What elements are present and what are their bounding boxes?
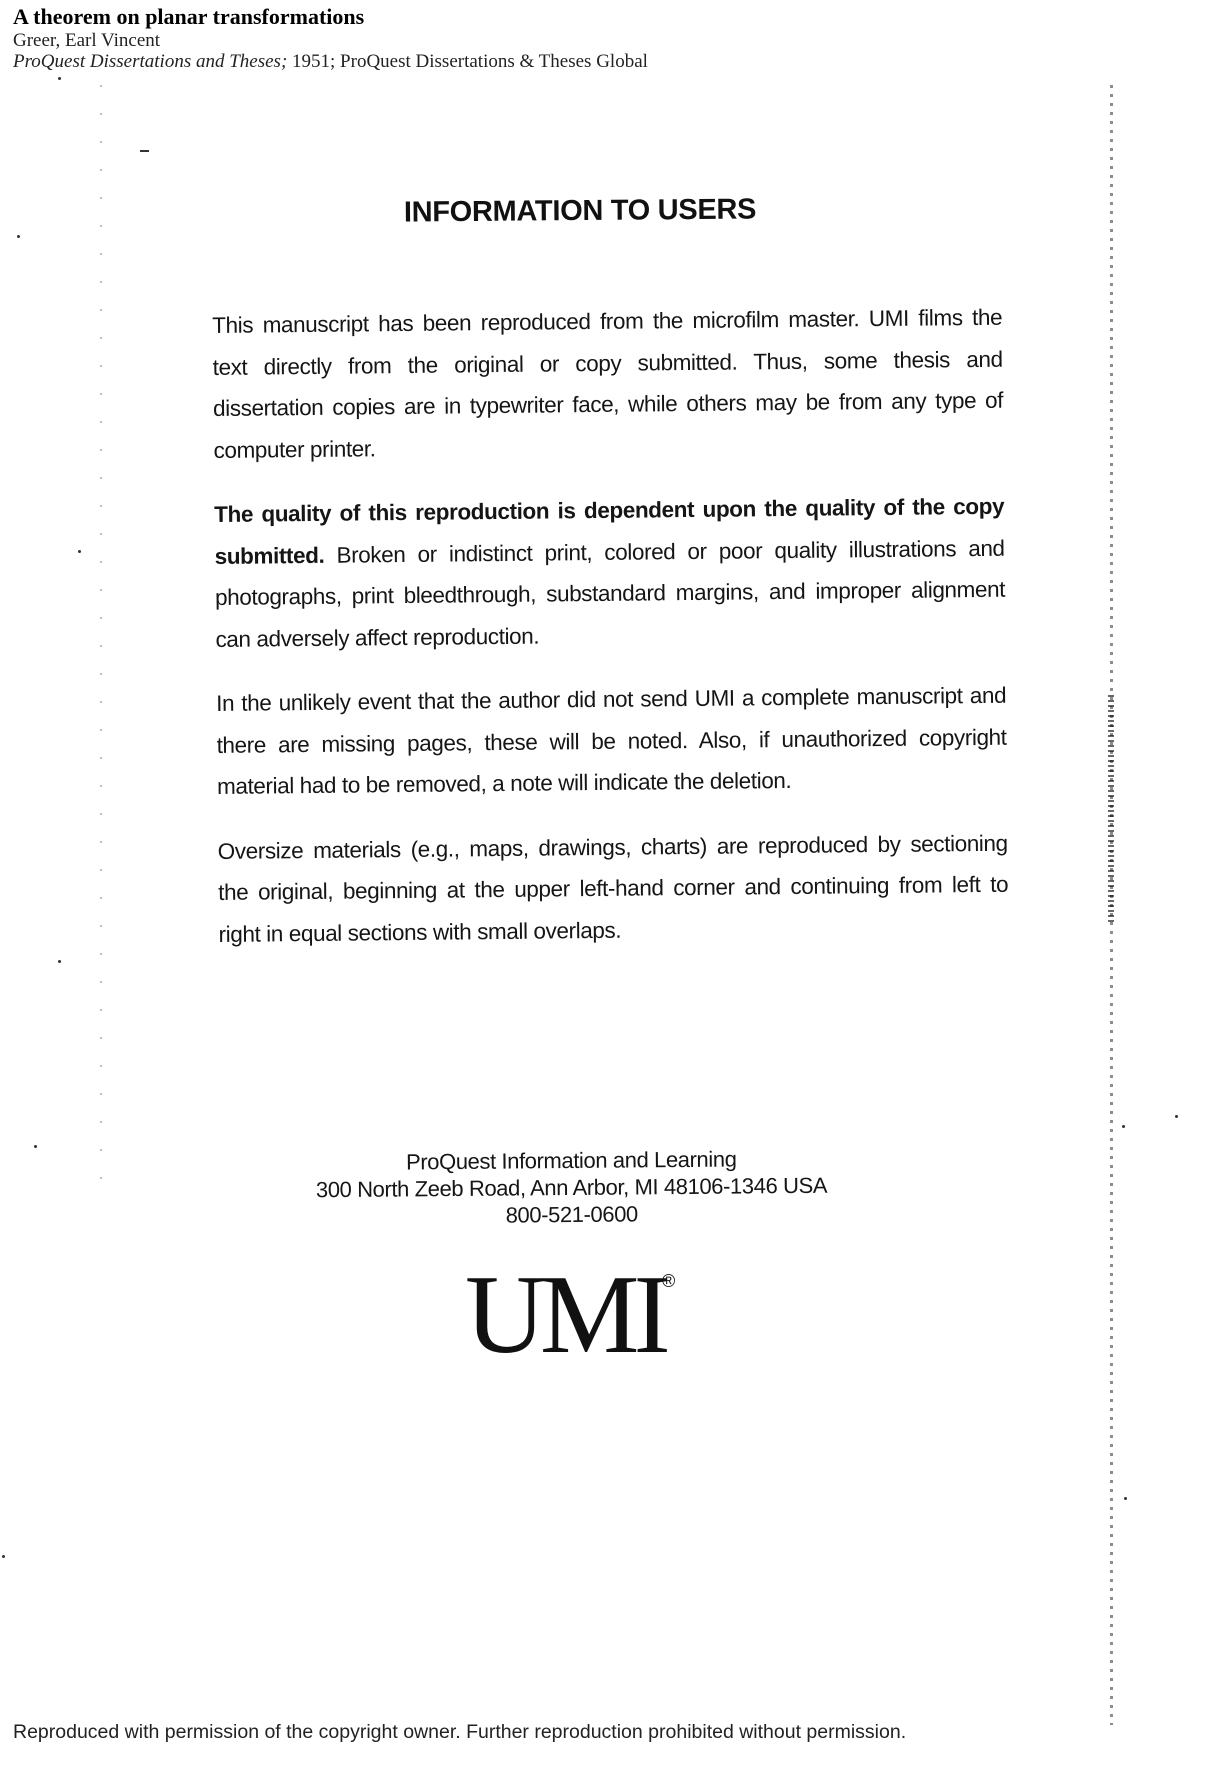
- notice-paragraph: [214, 486, 1006, 660]
- scan-noise-left: [100, 85, 102, 1185]
- notice-paragraph: [216, 675, 1007, 808]
- notice-paragraph: [218, 822, 1009, 955]
- paragraph-text: In the unlikely event that the author did not send UMI a complete manuscript and there are missing pages, these will be noted. Also, if unauthorized copyright material had to be removed, a note will indicate the deletion.: [216, 682, 1007, 799]
- publisher-street: 300 North Zeeb Road, Ann Arbor, MI 48106-1346 USA: [315, 1172, 828, 1203]
- scan-speck: [58, 77, 61, 80]
- document-title: A theorem on planar transformations: [13, 4, 365, 29]
- publisher-address: [0, 1142, 1143, 1233]
- scan-speck: [58, 960, 61, 963]
- notice-paragraph: [212, 297, 1004, 471]
- scan-speck: [1122, 1125, 1125, 1128]
- paragraph-text: This manuscript has been reproduced from the microfilm master. UMI films the text directly from the original or copy submitted. Thus, some thesis and dissertation copies are in typewriter face, while others may be from any type of computer printer.: [212, 304, 1004, 463]
- paragraph-text: Broken or indistinct print, colored or poor quality illustrations and photographs, print bleedthrough, substandard margins, and improper alignment can adversely affect reproduction.: [214, 535, 1006, 652]
- source-details: 1951; ProQuest Dissertations & Theses Global: [287, 51, 648, 72]
- notice-heading: INFORMATION TO USERS: [403, 193, 757, 229]
- umi-logo: [465, 1255, 695, 1395]
- source-publication: ProQuest Dissertations and Theses;: [13, 51, 288, 72]
- scan-speck: [78, 550, 81, 553]
- scan-speck: [2, 1555, 5, 1558]
- document-header: [13, 4, 648, 72]
- paragraph-bold-lead: The quality of this reproduction is dependent upon the quality of the copy submitted.: [214, 493, 1005, 569]
- document-source: [13, 51, 648, 72]
- publisher-name: ProQuest Information and Learning: [405, 1146, 737, 1175]
- scan-speck: [1175, 1115, 1178, 1118]
- permission-footer: Reproduced with permission of the copyright owner. Further reproduction prohibited without permission.: [13, 1721, 907, 1743]
- paragraph-text: Oversize materials (e.g., maps, drawings, charts) are reproduced by sectioning the original, beginning at the upper left-hand corner and continuing from left to right in equal sections with small overlaps.: [217, 830, 1009, 947]
- scan-speck: [17, 235, 20, 238]
- scan-speck: [34, 1145, 37, 1148]
- umi-logo-text: UMI: [465, 1253, 665, 1377]
- document-author: Greer, Earl Vincent: [13, 30, 161, 51]
- registered-mark-icon: ®: [662, 1271, 676, 1291]
- publisher-phone: 800-521-0600: [505, 1201, 638, 1228]
- scan-edge-right-dark: [1108, 695, 1114, 925]
- notice-body: [212, 297, 1009, 978]
- scan-speck: [1124, 1497, 1127, 1500]
- scan-speck: [140, 150, 149, 152]
